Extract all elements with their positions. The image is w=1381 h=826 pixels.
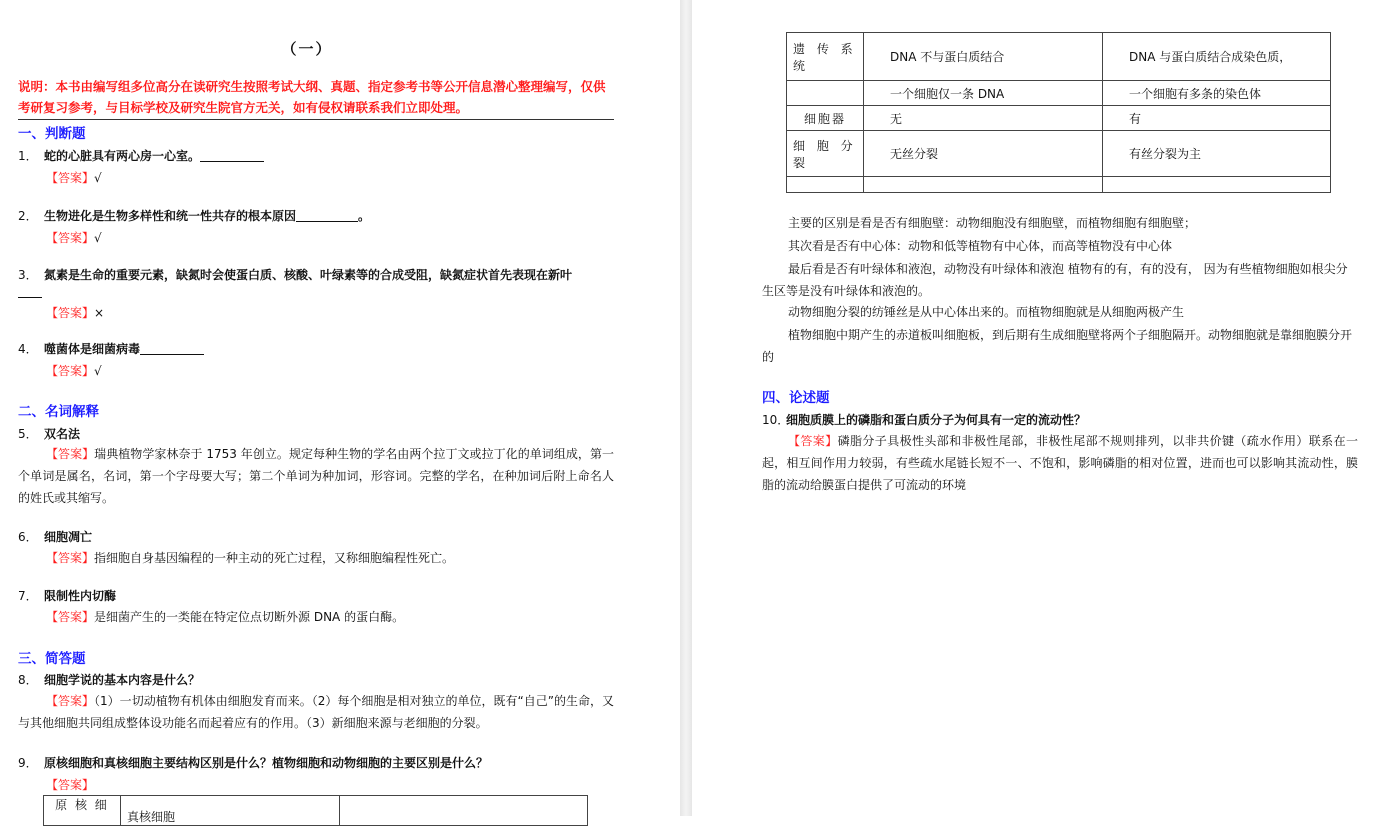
answer-2 — [46, 229, 102, 246]
page-title: （一） — [281, 40, 333, 58]
answer-tag: 【答案】 — [46, 610, 95, 624]
comparison-table-partial — [43, 795, 588, 826]
table-row — [787, 106, 1331, 131]
table-cell-label: 细 胞 分裂 — [787, 131, 864, 177]
page-gutter — [680, 0, 692, 816]
table-cell: 一个细胞有多条的染色体 — [1103, 81, 1331, 106]
answer-1 — [46, 169, 102, 186]
table-cell-label — [787, 81, 864, 106]
table-cell: 原 核 细 — [44, 796, 121, 826]
document-page-right — [692, 0, 1381, 816]
table-row — [787, 81, 1331, 106]
table-cell — [1103, 177, 1331, 193]
answer-tag: 【答案】 — [46, 364, 95, 378]
question-tail: 。 — [358, 209, 371, 223]
table-row — [787, 177, 1331, 193]
question-text: 蛇的心脏具有两心房一心室。 — [44, 149, 201, 163]
question-number: 4． — [18, 342, 38, 356]
answer-text: 指细胞自身基因编程的一种主动的死亡过程，又称细胞编程性死亡。 — [94, 551, 455, 565]
table-row — [787, 131, 1331, 177]
question-8 — [18, 671, 200, 688]
question-text: 噬菌体是细菌病毒 — [44, 342, 141, 356]
table-cell — [864, 177, 1103, 193]
question-text: 细胞质膜上的磷脂和蛋白质分子为何具有一定的流动性？ — [786, 413, 1087, 427]
answer-blank — [18, 297, 42, 298]
answer-8 — [18, 690, 614, 734]
answer-9 — [46, 776, 94, 793]
disclaimer-notice: 说明：本书由编写组多位高分在读研究生按照考试大纲、真题、指定参考书等公开信息潜心整理编写，仅供考研复习参考，与目标学校及研究生院官方无关，如有侵权请联系我们立即处理。 — [18, 76, 614, 120]
answer-text: √ — [94, 364, 102, 378]
answer-tag: 【答案】 — [46, 778, 95, 792]
table-cell: 无 — [864, 106, 1103, 131]
question-text: 细胞学说的基本内容是什么？ — [44, 673, 201, 687]
table-cell: 真核细胞 — [121, 796, 340, 826]
section-heading-terms: 二、名词解释 — [18, 404, 99, 420]
table-cell — [340, 796, 588, 826]
question-text: 细胞凋亡 — [44, 530, 93, 544]
section-heading-short-answer: 三、简答题 — [18, 651, 86, 667]
explanation-line: 植物细胞中期产生的赤道板叫细胞板，到后期有生成细胞壁将两个子细胞隔开。动物细胞就是靠细胞膜分开的 — [762, 328, 1353, 364]
answer-text: （1）一切动植物有机体由细胞发育而来。（2）每个细胞是相对独立的单位，既有“自己”的生命，又与其他细胞共同组成整体设功能名而起着应有的作用。（3）新细胞来源与老细胞的分裂。 — [18, 694, 614, 730]
table-cell-label: 遗 传 系统 — [787, 33, 864, 81]
answer-text: 瑞典植物学家林奈于 1753 年创立。规定每种生物的学名由两个拉丁文或拉丁化的单词组成，第一个单词是属名，名词，第一个字母要大写；第二个单词为种加词，形容词。完整的学名，在种加词后附上命名人的姓氏或其缩写。 — [18, 447, 614, 505]
table-cell: 有 — [1103, 106, 1331, 131]
question-9 — [18, 754, 488, 771]
table-row — [787, 33, 1331, 81]
answer-text: √ — [94, 171, 102, 185]
question-text: 限制性内切酶 — [44, 589, 117, 603]
question-text: 氮素是生命的重要元素，缺氮时会使蛋白质、核酸、叶绿素等的合成受阻，缺氮症状首先表现在新叶 — [44, 268, 573, 282]
answer-4 — [46, 362, 102, 379]
question-number: 2． — [18, 209, 38, 223]
answer-text: √ — [94, 231, 102, 245]
explanation-line: 主要的区别是看是否有细胞壁：动物细胞没有细胞壁，而植物细胞有细胞壁； — [788, 216, 1197, 230]
answer-tag: 【答案】 — [46, 306, 95, 320]
section-heading-essay: 四、论述题 — [762, 390, 830, 406]
answer-text: 磷脂分子具极性头部和非极性尾部，非极性尾部不规则排列，以非共价键（疏水作用）联系在一起，相互间作用力较弱，有些疏水尾链长短不一、不饱和，影响磷脂的相对位置，进而也可以影响其流动性，膜脂的流动给膜蛋白提供了可流动的环境 — [762, 434, 1358, 492]
explanation-line: 动物细胞分裂的纺锤丝是从中心体出来的。而植物细胞就是从细胞两极产生 — [788, 305, 1185, 319]
question-number: 8． — [18, 673, 38, 687]
question-number: 1． — [18, 149, 38, 163]
answer-tag: 【答案】 — [46, 231, 95, 245]
answer-tag: 【答案】 — [788, 434, 838, 448]
explanation-line: 最后看是否有叶绿体和液泡，动物没有叶绿体和液泡 植物有的有，有的没有， 因为有些植物细胞如根尖分生区等是没有叶绿体和液泡的。 — [762, 262, 1348, 298]
answer-tag: 【答案】 — [46, 551, 95, 565]
answer-blank — [140, 354, 204, 355]
question-number: 7． — [18, 589, 38, 603]
question-7 — [18, 587, 116, 604]
table-cell-label: 细胞器 — [787, 106, 864, 131]
question-number: 3． — [18, 268, 38, 282]
section-heading-true-false: 一、判断题 — [18, 126, 86, 142]
question-text: 生物进化是生物多样性和统一性共存的根本原因 — [44, 209, 297, 223]
question-number: 6． — [18, 530, 38, 544]
answer-5 — [18, 443, 614, 509]
question-4 — [18, 340, 204, 357]
answer-text: 是细菌产生的一类能在特定位点切断外源 DNA 的蛋白酶。 — [94, 610, 405, 624]
answer-blank — [296, 221, 358, 222]
answer-7 — [18, 606, 614, 628]
question-number: 10． — [762, 413, 790, 427]
answer-tag: 【答案】 — [46, 171, 95, 185]
question-3 — [18, 266, 618, 283]
question-text: 原核细胞和真核细胞主要结构区别是什么？植物细胞和动物细胞的主要区别是什么？ — [44, 756, 489, 770]
question-10 — [762, 411, 1086, 428]
answer-tag: 【答案】 — [46, 447, 95, 461]
question-2 — [18, 207, 370, 224]
table-cell: 有丝分裂为主 — [1103, 131, 1331, 177]
answer-text: × — [94, 306, 105, 320]
question-5 — [18, 425, 80, 442]
document-page-left — [0, 0, 680, 824]
question-number: 9． — [18, 756, 38, 770]
table-cell: DNA 不与蛋白质结合 — [864, 33, 1103, 81]
comparison-table — [786, 32, 1331, 193]
answer-6 — [18, 547, 614, 569]
question-1 — [18, 147, 264, 164]
table-cell — [787, 177, 864, 193]
table-cell: 一个细胞仅一条 DNA — [864, 81, 1103, 106]
answer-10 — [762, 430, 1358, 496]
table-cell: DNA 与蛋白质结合成染色质， — [1103, 33, 1331, 81]
answer-3 — [46, 304, 104, 321]
explanation-line: 其次看是否有中心体：动物和低等植物有中心体，而高等植物没有中心体 — [788, 239, 1173, 253]
question-number: 5． — [18, 427, 38, 441]
question-text: 双名法 — [44, 427, 81, 441]
answer-tag: 【答案】 — [46, 694, 95, 708]
question-6 — [18, 528, 92, 545]
answer-blank — [200, 161, 264, 162]
table-cell: 无丝分裂 — [864, 131, 1103, 177]
